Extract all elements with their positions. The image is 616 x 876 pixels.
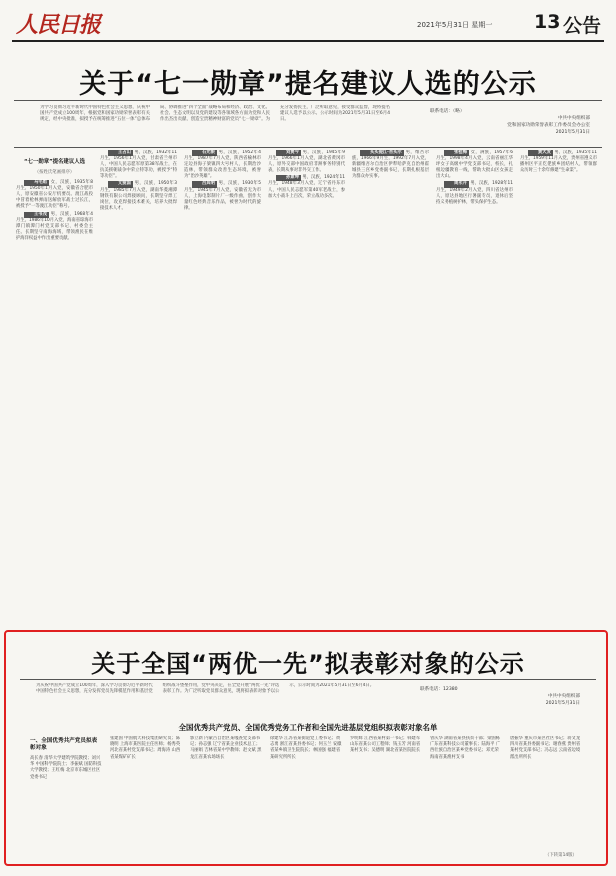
candidate-bio: 男，汉族，1932年11月生，1956年1月入党，甘肃省兰州市人，中国人民志愿军原第38军战士，在抗美援朝战争中荣立特等功，被授予“特等功臣”。 [100,150,177,180]
candidate-bio: 男，汉族，1924年11月生，1948年3月入党，辽宁省丹东市人，中国人民志愿军第40军老战士，参加大小战斗上百次，荣立战功多次。 [268,175,345,199]
candidate-name: 王占山 [108,150,133,156]
candidate-name: 周永开 [444,181,469,187]
divider [14,147,602,148]
text-column [510,736,582,858]
signature-line: 中共中央组织部 [547,694,580,699]
notice2-intro: 为庆祝中国共产党成立100周年，深入学习贯彻习近平新时代中国特色社会主义思想，充分发挥党员先锋模范作用和基层党组织战斗堡垒作用，党中央决定，在全党开展“两优一先”评选表彰工作。为广泛听取党员群众意见，现将拟表彰对象予以公示，公示时间为2021年5月31日至6月4日。 [36,683,375,694]
honoree-list: 唐振华 重庆市某区社区书记；蒋文龙 四川省某县委副书记；谢春燕 贵州省某村党支部书记；冯志远 云南省边境派出所所长 [510,736,581,760]
signature-line: 2021年5月31日 [545,701,580,706]
text-column [190,736,262,858]
text-column [350,736,422,858]
notice2-signature [420,686,580,707]
section-label: 一、全国优秀共产党员拟表彰对象 [30,738,98,751]
candidate-name: 石光银 [192,150,217,156]
candidate-name: 艾爱国 [108,181,133,187]
candidate-bio: 男，维吾尔族，1966年9月生，1992年7月入党，新疆维吾尔自治区伊犁哈萨克自治州霍城县三宫乡党委副书记，长期扎根基层为群众办实事。 [352,150,429,180]
signature-line: 党和国家功勋荣誉表彰工作委员会办公室 [507,123,590,128]
candidate-bio: 男，汉族，1930年5月生，1945年7月入党，安徽省无为市人，上海电影制片厂一级作曲，创作大量红色经典音乐作品，被誉为时代的旋律。 [184,181,261,211]
honoree-list: 高长春 清华大学建筑学院教授；刘兴华 中国科学院院士；李振斌 国防科技大学教授；王红梅 北京市东城区社区党委书记 [30,756,102,780]
notice2-title: 关于全国“两优一先”拟表彰对象的公示 [91,650,525,678]
text-column [110,736,182,858]
signature-line: 联系电话：（略） [430,109,465,114]
candidate-name: 张桂梅 [444,150,469,156]
signature-line: 2021年5月31日 [555,130,590,135]
honoree-list: 徐建华 江苏省某街道党工委书记；黄志勇 浙江省某县委书记；何玉兰 安徽省某乡镇卫生院院长；林国强 福建省某研究所所长 [270,736,342,760]
candidate-bio: 男，汉族，1950年3月生，1985年7月入党，湖南华菱湘潭钢铁有限公司焊接顾问，长期坚守焊工岗位，攻克焊接技术难关，培养大批焊接技术人才。 [100,181,177,211]
notice1-signature [430,108,590,136]
masthead [12,6,604,42]
candidate-name: 刘贵今 [276,150,301,156]
honoree-list: 曾庆华 湖南省某县扶贫干部；梁国栋 广东省某科技公司董事长；陆海平 广西壮族自治区某乡党委书记；邓光荣 海南省某渔村支书 [430,736,501,760]
candidate-bio: 女，汉族，1935年8月生，1950年1月入党，安徽省合肥市人，原安徽省公安厅机要员。渡江战役中冒着枪林弹雨送解放军战士过长江，被授予“一等渡江功臣”称号。 [16,180,93,210]
text-column [30,736,102,858]
candidate-bio: 男，汉族，1928年11月生，1949年2月入党，四川省达州市人，原达县地区行署副专员，退休后坚持义务植树护林，带头保护生态。 [436,181,513,205]
signature-line: 联系电话：12380 [420,687,458,692]
divider [20,679,596,680]
signature-line: 中共中央组织部 [557,116,590,121]
candidate-bio: 女，满族，1957年6月生，1998年4月入党，云南省丽江华坪女子高级中学党支部书记、校长，扎根边疆教育一线，帮助大批山区女孩走出大山。 [436,150,513,180]
candidate-bio: 男，汉族，1935年11月生，1959年11月入党，贵州省遵义市播州区平正仡佬族乡团结村人，带领群众历时三十余年修建“生命渠”。 [520,150,597,174]
section-name: 公告 [563,15,602,37]
candidate-name: 吕其明 [192,181,217,187]
candidate-name: 黄大发 [528,150,553,156]
candidate-name: 王书茂 [24,212,49,218]
honoree-list: 张建国 中国航天科技集团研究员；陈晓明 上海市某医院主任医师；杨秀英 河北省某村党支部书记；周海涛 山西省某煤矿矿长 [110,736,181,760]
candidates-heading: “七一勋章”提名建议人选 [24,159,85,165]
notice1-title: 关于“七一勋章”提名建议人选的公示 [79,69,537,100]
candidate-name: 马毛姐 [24,180,49,186]
divider [14,100,602,101]
candidate-name: 买买提江·吾买尔 [360,150,404,156]
candidate-name: 孙景坤 [276,175,301,181]
issue-date: 2021年5月31日 星期一 [417,21,493,29]
notice2-subheading: 全国优秀共产党员、全国优秀党务工作者和全国先进基层党组织拟表彰对象名单 [178,723,438,732]
honoree-list: 罗明辉 江西省某村第一书记；韩建军 山东省某公司工程师；钱玉芳 河南省某村支书；吴德明 湖北省某医院院长 [350,736,421,754]
candidate-bio: 男，汉族，1952年4月生，1987年7月入党，陕西省榆林市定边县海子梁镇四大号村人，长期治沙造林，带领群众改善生态环境，被誉为“治沙英雄”。 [184,150,261,180]
candidates-subheading: （按姓氏笔画排序） [34,170,75,175]
candidate-bio: 男，汉族，1968年4月生，1986年10月入党，海南省琼海市潭门镇潭门村党支部书记、村委会主任。长期坚守南海海域，带领渔民在维护海洋权益中作出重要贡献。 [16,211,93,241]
text-column [270,736,342,858]
continued-note: （下转第14版） [545,853,577,858]
candidate-bio: 男，汉族，1945年9月生，1966年1月入党，湖北省黄冈市人，原外交部中国政府非洲事务特别代表，长期从事对非外交工作。 [268,150,345,174]
notice2-body [30,736,590,858]
honoree-list: 郭立新 内蒙古自治区某嘎查党支部书记；孙志强 辽宁省某企业技术总工；马丽娟 吉林省某中学教师；赵文斌 黑龙江省某农场场长 [190,736,262,760]
text-column [430,736,502,858]
notice1-intro: 为学习贯彻习近平新时代中国特色社会主义思想，庆祝中国共产党成立100周年，根据党和国家功勋荣誉表彰有关规定，经中央批准，拟授予在统筹推进“五位一体”总体布局、协调推进“四个全面”战略布局和经济、政治、文化、社会、生态文明以及党的建设等各领域各方面为党和人民作出杰出贡献、创造宝贵精神财富的党员“七一勋章”。为充分发扬民主，广泛听取意见，接受群众监督，现将提名建议人选予以公示。公示时间为2021年5月31日至6月4日。 [40,105,390,122]
page-number: 13 [534,11,561,33]
newspaper-logo: 人民日报 [16,12,101,38]
